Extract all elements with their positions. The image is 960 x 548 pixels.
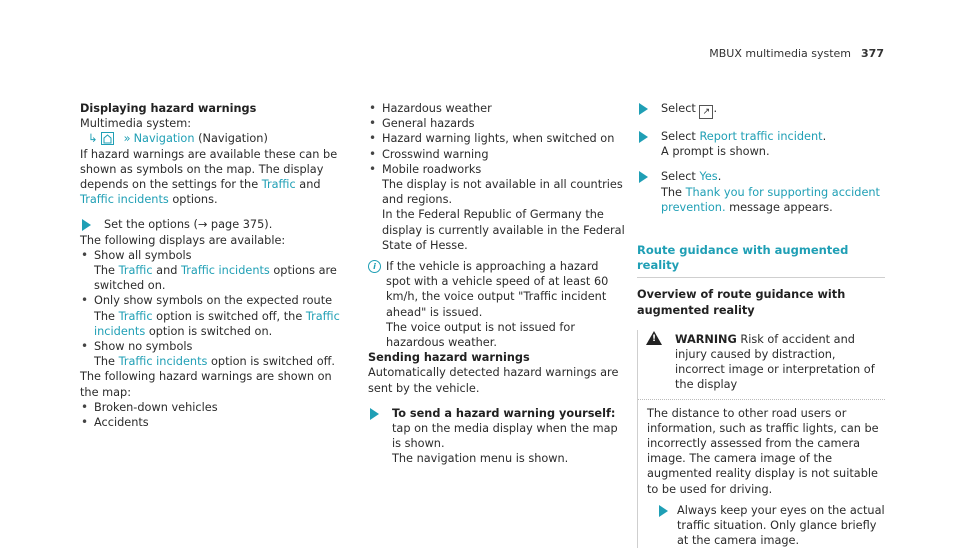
traffic-link[interactable]: Traffic (261, 178, 296, 192)
page-number: 377 (861, 47, 884, 60)
step-text: tap on the media display when the map is shown. (392, 422, 618, 451)
warning-header (638, 330, 885, 400)
step: Select Report traffic incident. (637, 129, 885, 144)
page-header (709, 46, 884, 61)
option-title: Show all symbols (94, 248, 192, 262)
traffic-link[interactable]: Traffic (118, 309, 153, 323)
step-arrow-icon (370, 408, 379, 420)
info-icon: i (368, 260, 381, 273)
warning-body (638, 400, 885, 548)
info-text: If the vehicle is approaching a hazard spot with a vehicle speed of at least 60 km/h, the voice output "Traffic incident ahead" is issued. (386, 260, 609, 319)
step-text: Select (661, 102, 696, 115)
intro-text: If hazard warnings are available these can be shown as symbols on the map. The display depends on the settings for the (80, 147, 338, 192)
subheading: Multimedia system: (80, 117, 192, 131)
intro-paragraph (80, 147, 350, 208)
list-item-text: Accidents (94, 416, 149, 430)
path-arrow-icon: ↳ (88, 132, 98, 146)
note-text: The display is not available in all countries and regions. (382, 178, 623, 207)
report-hazard-icon[interactable]: ↗ (699, 105, 713, 119)
column-3 (637, 101, 885, 548)
warning-box (637, 330, 885, 548)
shown-label: The following hazard warnings are shown on the map: (80, 370, 332, 399)
warning-body-text: The distance to other road users or information, such as traffic lights, can be incorrectly assessed from the camera image. The camera image of the augmented reality display is not suitable to be used for driving. (647, 406, 879, 496)
nav-path-text: (Navigation) (198, 132, 268, 146)
option-desc-text: option is switched off. (210, 355, 335, 369)
option-desc-text: The (94, 309, 116, 323)
traffic-incidents-link[interactable]: Traffic incidents (80, 193, 169, 207)
list-item: • Show no symbols (81, 339, 193, 354)
step-arrow-icon (639, 103, 648, 115)
warning-icon: ! (646, 331, 662, 345)
list-item: • Show all symbols (81, 247, 192, 262)
list-item-text: Mobile roadworks (382, 162, 482, 176)
info-note (368, 320, 626, 350)
result-text: message appears. (729, 200, 833, 214)
option-desc (80, 263, 350, 293)
step-result: The navigation menu is shown. (392, 452, 569, 466)
list-item-text: Hazard warning lights, when switched on (382, 132, 615, 146)
warning-head-text: Risk of accident and injury caused by distraction, incorrect image or interpretation of the display (675, 332, 875, 392)
list-item: • Accidents (81, 415, 149, 430)
list-item: • Hazardous weather (369, 101, 492, 115)
option-title: Show no symbols (94, 340, 193, 354)
displays-label: The following displays are available: (80, 233, 286, 247)
step-set-options (80, 217, 350, 232)
note-text: In the Federal Republic of Germany the display is currently available in the Federal State of Hesse. (382, 208, 625, 252)
step: Select ↗ . (637, 101, 885, 119)
step-result: A prompt is shown. (661, 145, 770, 159)
option-desc (80, 354, 350, 369)
result-text: The (661, 185, 683, 199)
list-item: • Mobile roadworks (369, 161, 482, 176)
yes-link[interactable]: Yes (699, 170, 718, 184)
report-traffic-incident-link[interactable]: Report traffic incident (699, 130, 823, 143)
nav-path (80, 131, 350, 146)
intro-post: options. (172, 193, 218, 207)
list-item-text: General hazards (382, 117, 475, 131)
list-item-text: Crosswind warning (382, 147, 489, 161)
step-arrow-icon (639, 171, 648, 183)
list-item: • Hazard warning lights, when switched on (369, 131, 615, 146)
warning-label: WARNING (675, 332, 737, 346)
option-desc-text: option is switched on. (148, 324, 273, 338)
list-item: • Only show symbols on the expected route (81, 293, 333, 308)
option-desc (80, 309, 350, 339)
step-text: Set the options (→ page 375). (104, 218, 273, 232)
section-heading: Sending hazard warnings (368, 351, 530, 365)
info-text: The voice output is not issued for hazardous weather. (386, 320, 575, 350)
list-item: • Broken-down vehicles (81, 399, 218, 414)
step-arrow-icon (659, 505, 668, 517)
step-arrow-icon (639, 131, 648, 143)
warning-step-text: Always keep your eyes on the actual traffic situation. Only glance briefly at the camera image. (677, 503, 885, 548)
section-title: Route guidance with augmented reality (637, 243, 885, 278)
traffic-link[interactable]: Traffic (118, 264, 153, 278)
home-icon (101, 132, 114, 145)
list-item: • Crosswind warning (369, 146, 489, 161)
option-desc-text: The (94, 264, 116, 278)
step-bold: To send a hazard warning yourself: (392, 406, 616, 420)
option-desc-text: The (94, 355, 116, 369)
info-note (368, 259, 626, 320)
step (368, 406, 626, 452)
navigation-link[interactable]: Navigation (133, 132, 195, 146)
traffic-incidents-link[interactable]: Traffic incidents (94, 309, 340, 338)
step-arrow-icon (82, 219, 91, 231)
list-item-text: Hazardous weather (382, 102, 492, 115)
forward-icon: » (123, 132, 131, 146)
intro-and: and (299, 178, 321, 192)
traffic-incidents-link[interactable]: Traffic incidents (118, 355, 208, 369)
step-text: Select (661, 170, 696, 184)
column-2 (368, 101, 626, 467)
send-text: Automatically detected hazard warnings are sent by the vehicle. (368, 366, 619, 395)
option-title: Only show symbols on the expected route (94, 294, 333, 308)
step: Select Yes. (637, 169, 885, 184)
list-item: • General hazards (369, 116, 475, 131)
option-desc-text: options are switched on. (94, 264, 337, 293)
overview-heading: Overview of route guidance with augmented reality (637, 288, 846, 317)
step-result (637, 185, 885, 215)
list-item-text: Broken-down vehicles (94, 400, 218, 414)
header-title: MBUX multimedia system (709, 47, 852, 60)
traffic-incidents-link[interactable]: Traffic incidents (181, 264, 270, 278)
column-1 (80, 101, 350, 430)
thank-you-message-link[interactable]: Thank you for supporting accident prevention. (661, 185, 880, 214)
section-heading: Displaying hazard warnings (80, 102, 257, 115)
step-text: Select (661, 130, 696, 143)
option-desc-text: option is switched off, the (156, 309, 303, 323)
warning-step (647, 503, 885, 548)
option-desc-text: and (156, 264, 178, 278)
